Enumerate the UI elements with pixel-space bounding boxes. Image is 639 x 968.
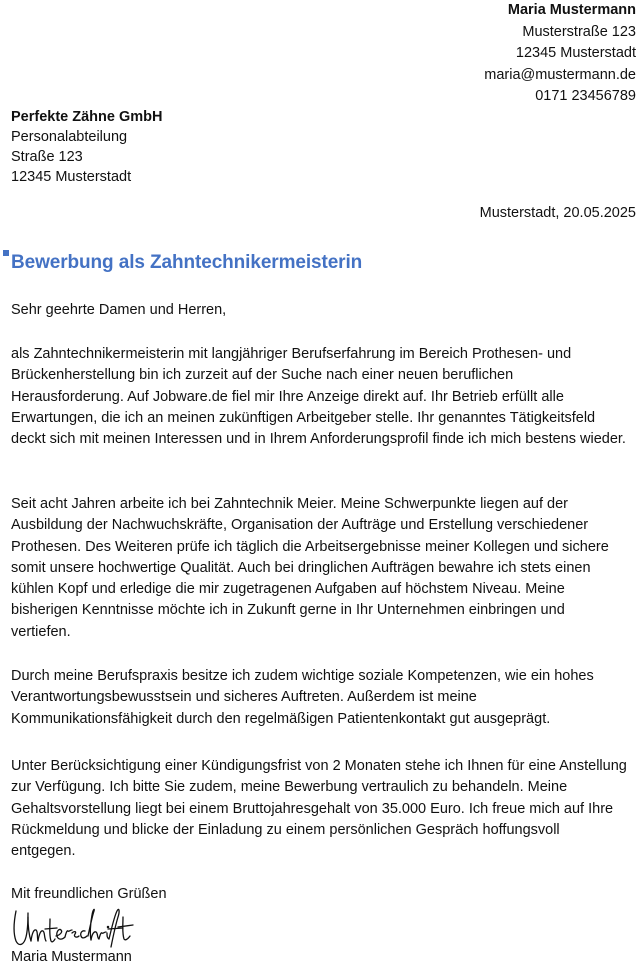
sender-city: 12345 Musterstadt [515, 45, 636, 61]
paragraph-intro: als Zahntechnikermeisterin mit langjähriger Berufserfahrung im Bereich Prothesen- und Brückenherstellung bin ich zurzeit auf der Suche nach einer neuen beruflichen Herausforderung. Auf Jobware.de fiel mir Ihre Anzeige direkt auf. Ihr Betrieb erfüllt alle Erwartungen, die ich an meinen zukünftigen Arbeitgeber stelle. Ihr genanntes Tätigkeitsfeld deckt sich mit meinen Interessen und in Ihrem Anforderungsprofil finde ich mich bestens wieder. [11, 346, 626, 448]
paragraph-competences: Durch meine Berufspraxis besitze ich zudem wichtige soziale Kompetenzen, wie ein hohes Verantwortungsbewusstsein und sicheres Auftreten. Außerdem ist meine Kommunikationsfähigkeit durch den regelmäßigen Patientenkontakt gut ausgeprägt. [11, 668, 594, 727]
sender-block [484, 0, 636, 108]
paragraph-availability: Unter Berücksichtigung einer Kündigungsfrist von 2 Monaten stehe ich Ihnen für eine Anstellung zur Verfügung. Ich bitte Sie zudem, meine Bewerbung vertraulich zu behandeln. Meine Gehaltsvorstellung liegt bei einem Bruttojahresgehalt von 35.000 Euro. Ich freue mich auf Ihre Rückmeldung und blicke der Einladung zu einem persönlichen Gespräch hoffungsvoll entgegen. [11, 758, 627, 860]
recipient-company: Perfekte Zähne GmbH [11, 109, 163, 125]
paragraph-experience: Seit acht Jahren arbeite ich bei Zahntechnik Meier. Meine Schwerpunkte liegen auf der Ausbildung der Nachwuchskräfte, Organisation der Aufträge und Erstellung verschiedener Prothesen. Des Weiteren prüfe ich täglich die Arbeitsergebnisse meiner Kollegen und sichere somit unsere hochwertige Qualität. Auch bei dringlichen Aufträgen bewahre ich stets einen kühlen Kopf und erledige die mir zugetragenen Aufgaben auf höchstem Niveau. Meine bisherigen Kenntnisse möchte ich in Zukunft gerne in Ihr Unternehmen einbringen und vertiefen. [11, 496, 609, 640]
sender-name: Maria Mustermann [507, 2, 636, 18]
recipient-city: 12345 Musterstadt [11, 169, 132, 185]
recipient-department: Personalabteilung [11, 129, 128, 145]
letter-date: Musterstadt, 20.05.2025 [479, 205, 636, 221]
recipient-block [11, 107, 163, 187]
signer-name: Maria Mustermann [11, 949, 132, 965]
sender-phone: 0171 23456789 [535, 88, 636, 104]
salutation: Sehr geehrte Damen und Herren, [11, 302, 227, 318]
letter-subject: Bewerbung als Zahntechnikermeisterin [11, 252, 363, 273]
closing: Mit freundlichen Grüßen [11, 886, 167, 902]
handwritten-signature [10, 903, 135, 949]
recipient-street: Straße 123 [11, 149, 83, 165]
sender-street: Musterstraße 123 [522, 23, 636, 40]
subject-marker [3, 250, 9, 256]
sender-email: maria@mustermann.de [484, 66, 636, 83]
